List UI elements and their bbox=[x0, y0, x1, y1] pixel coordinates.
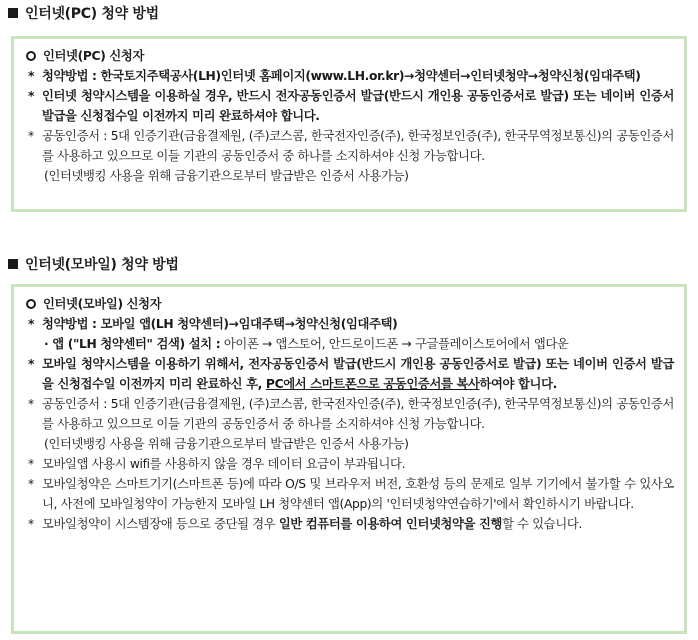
pc-section-heading bbox=[8, 3, 159, 23]
star-bullet: * bbox=[28, 357, 35, 371]
star-bullet: * bbox=[28, 477, 34, 491]
circle-bullet-icon bbox=[26, 51, 36, 61]
mobile-app-install-text: 아이폰 → 앱스토어, 안드로이드폰 → 구글플레이스토어에서 앱다운 bbox=[223, 337, 569, 351]
mobile-cert-notice-text: 모바일 청약시스템을 이용하기 위해서, 전자공동인증서 발급(반드시 개인용 공동인증서로 발급) 또는 네이버 인증서 발급을 신청접수일 이전까지 미리 완료하신 후, bbox=[42, 357, 674, 391]
star-bullet: * bbox=[28, 397, 34, 411]
mobile-outage-end: 할 수 있습니다. bbox=[502, 517, 582, 531]
mobile-method-path: 모바일 앱(LH 청약센터)→임대주택→청약신청(임대주택) bbox=[100, 317, 398, 331]
star-bullet: * bbox=[28, 129, 34, 143]
mobile-cert-info-note: (인터넷뱅킹 사용을 위해 금융기관으로부터 발급받은 인증서 사용가능) bbox=[44, 437, 409, 451]
pc-method-path: 한국토지주택공사(LH)인터넷 홈페이지(www.LH.or.kr)→청약센터→인터넷청약→청약신청(임대주택) bbox=[100, 69, 641, 83]
pc-info-box bbox=[11, 36, 687, 212]
star-bullet: * bbox=[28, 89, 35, 103]
pc-cert-info bbox=[26, 126, 674, 166]
star-bullet: * bbox=[28, 517, 34, 531]
square-bullet-icon bbox=[8, 259, 18, 269]
pc-cert-info-note: (인터넷뱅킹 사용을 위해 금융기관으로부터 발급받은 인증서 사용가능) bbox=[44, 169, 409, 183]
mobile-heading-text: 인터넷(모바일) 청약 방법 bbox=[25, 257, 179, 273]
pc-cert-notice bbox=[26, 86, 674, 126]
star-bullet: * bbox=[28, 317, 35, 331]
mobile-compat-note bbox=[26, 474, 674, 514]
mobile-app-label: · 앱 ("LH 청약센터" 검색) 설치 : bbox=[44, 337, 221, 351]
mobile-cert-info bbox=[26, 394, 674, 434]
mobile-compat-note-text: 모바일청약은 스마트기기(스마트폰 등)에 따라 O/S 및 브라우저 버전, 호환성 등의 문제로 일부 기기에서 불가할 수 있사오니, 사전에 모바일청약이 가능한지 모바일 LH 청약센터 앱(App)의 '인터넷청약연습하기'에서 확인하시기 바랍니다. bbox=[42, 477, 674, 511]
mobile-section-heading bbox=[8, 254, 179, 274]
mobile-outage-note bbox=[26, 514, 674, 534]
star-bullet: * bbox=[28, 457, 34, 471]
star-bullet: * bbox=[28, 69, 35, 83]
mobile-sub-heading-text: 인터넷(모바일) 신청자 bbox=[43, 297, 162, 311]
mobile-outage-text: 모바일청약이 시스템장애 등으로 중단될 경우 bbox=[42, 517, 279, 531]
pc-method-label: 청약방법 : bbox=[42, 69, 97, 83]
mobile-outage-emphasis: 일반 컴퓨터를 이용하여 인터넷청약을 진행 bbox=[278, 517, 503, 531]
mobile-app-install bbox=[26, 334, 674, 354]
mobile-cert-copy-emphasis: PC에서 스마트폰으로 공동인증서를 복사 bbox=[265, 377, 480, 391]
mobile-cert-info-text: 공동인증서 : 5대 인증기관(금융결제원, (주)코스콤, 한국전자인증(주), 한국정보인증(주), 한국무역정보통신)의 공동인증서를 사용하고 있으므로 이들 기관의 공동인증서 중 하나를 소지하셔야 신청 가능합니다. bbox=[42, 397, 674, 431]
mobile-wifi-note-text: 모바일앱 사용시 wifi를 사용하지 않을 경우 데이터 요금이 부과됩니다. bbox=[42, 457, 406, 471]
mobile-method-label: 청약방법 : bbox=[42, 317, 97, 331]
mobile-method-item bbox=[26, 314, 674, 334]
pc-heading-text: 인터넷(PC) 청약 방법 bbox=[25, 6, 159, 22]
mobile-wifi-note bbox=[26, 454, 674, 474]
circle-bullet-icon bbox=[26, 299, 36, 309]
square-bullet-icon bbox=[8, 8, 18, 18]
mobile-cert-notice-end: 하여야 합니다. bbox=[479, 377, 557, 391]
pc-method-item bbox=[26, 66, 674, 86]
mobile-sub-heading bbox=[26, 294, 674, 314]
pc-cert-notice-text: 인터넷 청약시스템을 이용하실 경우, 반드시 전자공동인증서 발급(반드시 개인용 공동인증서로 발급) 또는 네이버 인증서 발급을 신청접수일 이전까지 미리 완료하셔야 합니다. bbox=[42, 89, 674, 123]
mobile-info-box bbox=[11, 284, 687, 634]
pc-sub-heading-text: 인터넷(PC) 신청자 bbox=[43, 49, 144, 63]
mobile-cert-notice bbox=[26, 354, 674, 394]
pc-cert-info-text: 공동인증서 : 5대 인증기관(금융결제원, (주)코스콤, 한국전자인증(주), 한국정보인증(주), 한국무역정보통신)의 공동인증서를 사용하고 있으므로 이들 기관의 공동인증서 중 하나를 소지하셔야 신청 가능합니다. bbox=[42, 129, 674, 163]
pc-sub-heading bbox=[26, 46, 674, 66]
